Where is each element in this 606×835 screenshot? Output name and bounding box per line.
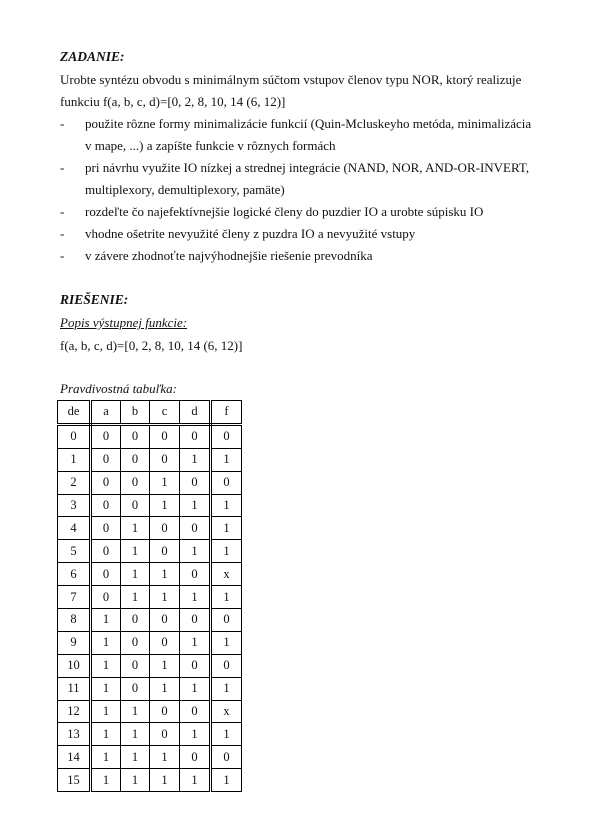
cell-b: 1 bbox=[121, 746, 150, 769]
cell-c: 1 bbox=[150, 677, 180, 700]
bullet-text-line-1: použite rôzne formy minimalizácie funkcií (Quin-Mcluskeyho metóda, minimalizácia bbox=[85, 116, 532, 131]
cell-f: 1 bbox=[211, 677, 242, 700]
bullet-text-line-2: multiplexory, demultiplexory, pamäte) bbox=[85, 182, 285, 197]
cell-a: 0 bbox=[91, 424, 121, 448]
cell-d: 0 bbox=[180, 471, 211, 494]
cell-b: 1 bbox=[121, 700, 150, 723]
cell-d: 0 bbox=[180, 700, 211, 723]
cell-d: 0 bbox=[180, 609, 211, 632]
cell-b: 0 bbox=[121, 424, 150, 448]
bullet-marker: - bbox=[60, 248, 65, 263]
cell-de: 8 bbox=[58, 609, 91, 632]
cell-de: 14 bbox=[58, 746, 91, 769]
cell-a: 0 bbox=[91, 563, 121, 586]
cell-c: 0 bbox=[150, 448, 180, 471]
cell-c: 0 bbox=[150, 609, 180, 632]
cell-d: 0 bbox=[180, 424, 211, 448]
cell-c: 1 bbox=[150, 563, 180, 586]
cell-f: x bbox=[211, 563, 242, 586]
header-b: b bbox=[121, 401, 150, 425]
cell-c: 1 bbox=[150, 494, 180, 517]
assignment-heading: ZADANIE: bbox=[60, 49, 125, 64]
cell-d: 1 bbox=[180, 769, 211, 792]
cell-f: 1 bbox=[211, 586, 242, 609]
cell-c: 1 bbox=[150, 654, 180, 677]
cell-de: 6 bbox=[58, 563, 91, 586]
cell-f: 1 bbox=[211, 448, 242, 471]
truth-table bbox=[57, 400, 242, 792]
cell-de: 0 bbox=[58, 424, 91, 448]
cell-a: 1 bbox=[91, 654, 121, 677]
cell-f: 0 bbox=[211, 424, 242, 448]
cell-d: 1 bbox=[180, 494, 211, 517]
cell-c: 1 bbox=[150, 746, 180, 769]
cell-d: 0 bbox=[180, 563, 211, 586]
header-c: c bbox=[150, 401, 180, 425]
cell-de: 10 bbox=[58, 654, 91, 677]
cell-a: 0 bbox=[91, 494, 121, 517]
solution-function: f(a, b, c, d)=[0, 2, 8, 10, 14 (6, 12)] bbox=[60, 338, 243, 353]
cell-a: 1 bbox=[91, 746, 121, 769]
cell-a: 1 bbox=[91, 631, 121, 654]
cell-d: 0 bbox=[180, 654, 211, 677]
cell-c: 1 bbox=[150, 769, 180, 792]
cell-b: 0 bbox=[121, 631, 150, 654]
cell-f: 0 bbox=[211, 746, 242, 769]
cell-f: 0 bbox=[211, 471, 242, 494]
cell-c: 0 bbox=[150, 424, 180, 448]
header-de: de bbox=[58, 401, 91, 425]
cell-a: 1 bbox=[91, 677, 121, 700]
cell-de: 11 bbox=[58, 677, 91, 700]
cell-a: 0 bbox=[91, 448, 121, 471]
bullet-marker: - bbox=[60, 160, 65, 175]
solution-subheading: Popis výstupnej funkcie: bbox=[60, 315, 188, 330]
bullet-text-line-1: vhodne ošetrite nevyužité členy z puzdra IO a nevyužité vstupy bbox=[85, 226, 416, 241]
cell-d: 1 bbox=[180, 677, 211, 700]
bullet-marker: - bbox=[60, 226, 65, 241]
cell-f: 0 bbox=[211, 609, 242, 632]
truth-table-row bbox=[58, 700, 242, 723]
cell-c: 1 bbox=[150, 586, 180, 609]
cell-d: 1 bbox=[180, 448, 211, 471]
cell-a: 1 bbox=[91, 609, 121, 632]
truth-table-row bbox=[58, 677, 242, 700]
cell-b: 1 bbox=[121, 563, 150, 586]
assignment-intro-line-1: Urobte syntézu obvodu s minimálnym súčtom vstupov členov typu NOR, ktorý realizuje bbox=[60, 72, 522, 87]
cell-de: 15 bbox=[58, 769, 91, 792]
truth-table-row bbox=[58, 609, 242, 632]
truth-table-row bbox=[58, 654, 242, 677]
cell-de: 13 bbox=[58, 723, 91, 746]
cell-de: 2 bbox=[58, 471, 91, 494]
truth-table-row bbox=[58, 540, 242, 563]
cell-d: 0 bbox=[180, 517, 211, 540]
cell-d: 1 bbox=[180, 540, 211, 563]
cell-c: 0 bbox=[150, 700, 180, 723]
cell-b: 0 bbox=[121, 494, 150, 517]
cell-de: 7 bbox=[58, 586, 91, 609]
cell-a: 1 bbox=[91, 700, 121, 723]
truth-table-row bbox=[58, 586, 242, 609]
cell-c: 1 bbox=[150, 471, 180, 494]
assignment-intro-line-2: funkciu f(a, b, c, d)=[0, 2, 8, 10, 14 (6, 12)] bbox=[60, 94, 286, 109]
bullet-marker: - bbox=[60, 204, 65, 219]
cell-de: 1 bbox=[58, 448, 91, 471]
cell-f: 1 bbox=[211, 723, 242, 746]
cell-b: 0 bbox=[121, 609, 150, 632]
cell-b: 1 bbox=[121, 517, 150, 540]
bullet-text-line-2: v mape, ...) a zapíšte funkcie v rôznych formách bbox=[85, 138, 336, 153]
truth-table-row bbox=[58, 494, 242, 517]
cell-f: 1 bbox=[211, 631, 242, 654]
truth-table-caption: Pravdivostná tabuľka: bbox=[60, 381, 178, 396]
solution-heading: RIEŠENIE: bbox=[60, 292, 129, 307]
truth-table-row bbox=[58, 424, 242, 448]
bullet-marker: - bbox=[60, 116, 65, 131]
cell-c: 0 bbox=[150, 540, 180, 563]
cell-f: 1 bbox=[211, 517, 242, 540]
cell-f: 1 bbox=[211, 494, 242, 517]
cell-c: 0 bbox=[150, 631, 180, 654]
cell-b: 0 bbox=[121, 471, 150, 494]
cell-de: 9 bbox=[58, 631, 91, 654]
cell-d: 1 bbox=[180, 631, 211, 654]
header-d: d bbox=[180, 401, 211, 425]
cell-b: 1 bbox=[121, 723, 150, 746]
truth-table-row bbox=[58, 723, 242, 746]
cell-f: 1 bbox=[211, 540, 242, 563]
cell-c: 0 bbox=[150, 723, 180, 746]
cell-c: 0 bbox=[150, 517, 180, 540]
cell-b: 1 bbox=[121, 540, 150, 563]
cell-d: 1 bbox=[180, 586, 211, 609]
cell-d: 1 bbox=[180, 723, 211, 746]
cell-a: 0 bbox=[91, 471, 121, 494]
cell-de: 3 bbox=[58, 494, 91, 517]
cell-b: 1 bbox=[121, 586, 150, 609]
cell-d: 0 bbox=[180, 746, 211, 769]
header-a: a bbox=[91, 401, 121, 425]
truth-table-row bbox=[58, 563, 242, 586]
header-f: f bbox=[211, 401, 242, 425]
cell-a: 0 bbox=[91, 517, 121, 540]
truth-table-header-row bbox=[58, 401, 242, 425]
cell-f: x bbox=[211, 700, 242, 723]
cell-a: 0 bbox=[91, 586, 121, 609]
cell-a: 1 bbox=[91, 769, 121, 792]
cell-f: 0 bbox=[211, 654, 242, 677]
truth-table-row bbox=[58, 769, 242, 792]
truth-table-row bbox=[58, 517, 242, 540]
bullet-text-line-1: rozdeľte čo najefektívnejšie logické členy do puzdier IO a urobte súpisku IO bbox=[85, 204, 484, 219]
cell-de: 12 bbox=[58, 700, 91, 723]
truth-table-row bbox=[58, 471, 242, 494]
cell-de: 4 bbox=[58, 517, 91, 540]
cell-de: 5 bbox=[58, 540, 91, 563]
cell-b: 0 bbox=[121, 677, 150, 700]
bullet-text-line-1: v závere zhodnoťte najvýhodnejšie riešenie prevodníka bbox=[85, 248, 373, 263]
cell-a: 0 bbox=[91, 540, 121, 563]
truth-table-row bbox=[58, 448, 242, 471]
cell-b: 0 bbox=[121, 654, 150, 677]
bullet-text-line-1: pri návrhu využite IO nízkej a strednej integrácie (NAND, NOR, AND-OR-INVERT, bbox=[85, 160, 530, 175]
cell-a: 1 bbox=[91, 723, 121, 746]
truth-table-row bbox=[58, 631, 242, 654]
cell-b: 0 bbox=[121, 448, 150, 471]
truth-table-row bbox=[58, 746, 242, 769]
cell-b: 1 bbox=[121, 769, 150, 792]
cell-f: 1 bbox=[211, 769, 242, 792]
